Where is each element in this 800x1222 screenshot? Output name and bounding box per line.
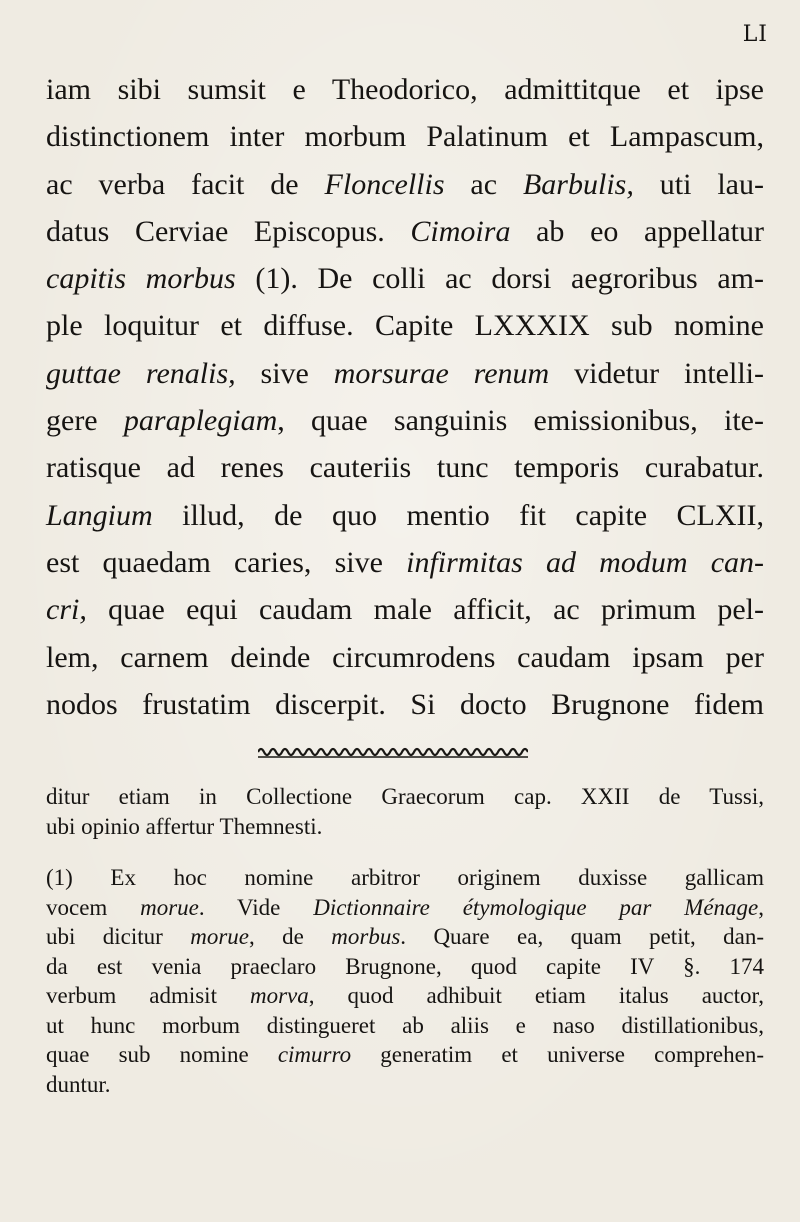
italic-text: Cimoira bbox=[410, 214, 511, 248]
text-line bbox=[46, 302, 764, 349]
text-line bbox=[46, 397, 764, 444]
footnote-gap bbox=[46, 841, 764, 863]
text-line bbox=[46, 113, 764, 160]
text-run: iam sibi sumsit e Theodorico, admittitque et ipse bbox=[46, 73, 764, 106]
text-line bbox=[46, 952, 764, 982]
text-line bbox=[46, 634, 764, 681]
text-run: , quae sanguinis emissionibus, ite- bbox=[277, 404, 764, 438]
text-run: da est venia praeclaro Brugnone, quod capite IV §. 174 bbox=[46, 953, 764, 979]
italic-text: Dictionnaire étymologique par Ménage bbox=[313, 894, 759, 920]
text-line bbox=[46, 782, 764, 812]
text-run: ac verba facit de bbox=[46, 167, 325, 201]
italic-text: paraplegiam bbox=[123, 404, 278, 438]
italic-text: cimurro bbox=[277, 1042, 352, 1067]
italic-text: cri, bbox=[46, 593, 87, 627]
text-line bbox=[46, 681, 764, 728]
footnote-continuation bbox=[46, 782, 764, 841]
text-run: illud, de quo mentio fit capite CLXII, bbox=[152, 498, 764, 532]
text-run: distinctionem inter morbum Palatinum et Lampascum, bbox=[46, 120, 764, 154]
text-line bbox=[46, 1011, 764, 1041]
text-run: . Quare ea, quam petit, dan- bbox=[400, 924, 764, 949]
italic-text: Langium bbox=[46, 498, 153, 532]
text-run: ac bbox=[444, 167, 523, 201]
italic-text: morue bbox=[140, 894, 199, 920]
text-line bbox=[46, 539, 764, 586]
text-run: ubi opinio affertur Themnesti. bbox=[46, 813, 323, 839]
text-run: ut hunc morbum distingueret ab aliis e naso distillationibus, bbox=[46, 1012, 764, 1038]
text-run: , quod adhibuit etiam italus auctor, bbox=[308, 983, 764, 1008]
text-line bbox=[46, 1040, 764, 1070]
text-run: , bbox=[758, 894, 764, 920]
italic-text: morbus bbox=[331, 924, 401, 949]
footnotes bbox=[46, 782, 764, 1099]
text-run: gere bbox=[46, 404, 124, 438]
italic-text: Floncellis bbox=[324, 167, 445, 201]
text-run: verbum admisit bbox=[46, 983, 250, 1008]
text-line bbox=[46, 255, 764, 302]
text-run: quae sub nomine bbox=[46, 1042, 278, 1067]
text-run: quae equi caudam male afficit, ac primum pel- bbox=[86, 593, 764, 627]
text-line bbox=[46, 893, 764, 923]
text-run: , de bbox=[249, 924, 332, 949]
text-run: videtur intelli- bbox=[549, 356, 764, 390]
text-run: . Vide bbox=[198, 894, 314, 920]
text-run: ratisque ad renes cauteriis tunc temporis curabatur. bbox=[46, 451, 764, 485]
text-run: ab eo appellatur bbox=[510, 214, 765, 248]
text-run: (1). De colli ac dorsi aegroribus am- bbox=[235, 262, 764, 296]
italic-text: infirmitas ad modum can- bbox=[406, 545, 764, 579]
text-line bbox=[46, 66, 764, 113]
text-line bbox=[46, 1070, 764, 1100]
text-line bbox=[46, 922, 764, 952]
text-line bbox=[46, 812, 764, 842]
footnote-1 bbox=[46, 863, 764, 1099]
text-run: sive bbox=[235, 356, 334, 390]
text-run: vocem bbox=[46, 894, 141, 920]
text-line bbox=[46, 161, 764, 208]
text-run: lem, carnem deinde circumrodens caudam ipsam per bbox=[46, 640, 764, 674]
page-number: LI bbox=[742, 22, 768, 47]
text-line bbox=[46, 492, 764, 539]
text-line bbox=[46, 586, 764, 633]
text-run: duntur. bbox=[46, 1071, 111, 1097]
text-line bbox=[46, 981, 764, 1011]
text-run: datus Cerviae Episcopus. bbox=[46, 214, 411, 248]
text-line bbox=[46, 208, 764, 255]
text-run: nodos frustatim discerpit. Si docto Brugnone fidem bbox=[46, 687, 764, 721]
text-line bbox=[46, 444, 764, 491]
main-text-block bbox=[46, 66, 764, 728]
text-run: ubi dicitur bbox=[46, 924, 191, 949]
text-run: ditur etiam in Collectione Graecorum cap. XXII de Tussi, bbox=[46, 784, 764, 809]
italic-text: Barbulis, bbox=[522, 167, 634, 201]
text-line bbox=[46, 350, 764, 397]
text-run: est quaedam caries, sive bbox=[46, 545, 407, 579]
text-run: uti lau- bbox=[633, 167, 764, 201]
text-run: ple loquitur et diffuse. Capite LXXXIX sub nomine bbox=[46, 309, 764, 343]
italic-text: guttae renalis, bbox=[46, 356, 236, 390]
text-run: (1) Ex hoc nomine arbitror originem duxisse gallicam bbox=[46, 865, 764, 890]
italic-text: capitis morbus bbox=[46, 262, 236, 296]
italic-text: morsurae renum bbox=[333, 356, 550, 390]
text-line bbox=[46, 863, 764, 893]
ornamental-divider bbox=[258, 744, 528, 760]
italic-text: morue bbox=[190, 924, 250, 949]
italic-text: morva bbox=[249, 983, 309, 1008]
text-run: generatim et universe comprehen- bbox=[351, 1042, 764, 1067]
